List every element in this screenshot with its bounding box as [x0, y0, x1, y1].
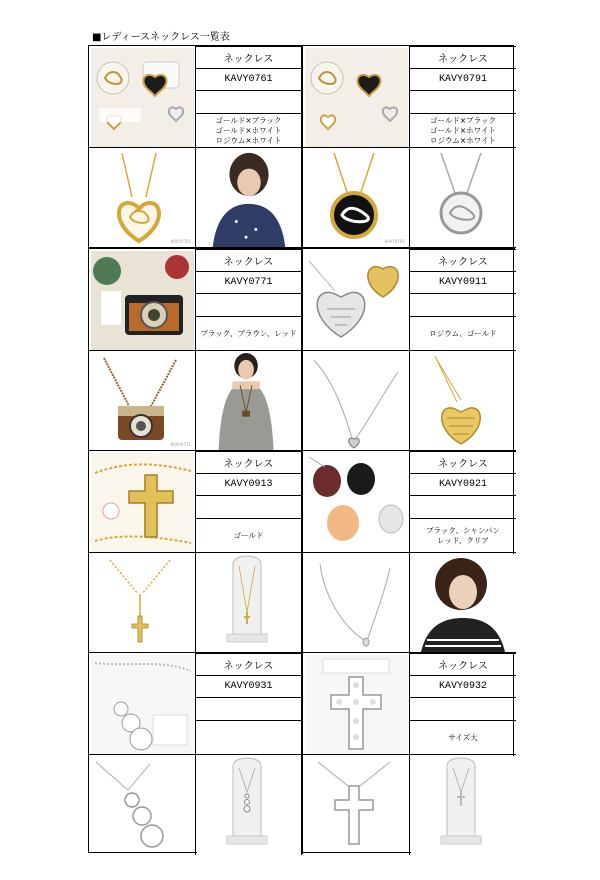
product-code: KAVY0913: [195, 473, 302, 496]
blank-cell: [409, 90, 516, 114]
product-detail-image: KAVY0761: [89, 147, 196, 248]
model-photo: [195, 147, 302, 248]
cross-rosary-necklace-icon: [91, 453, 194, 552]
product-block: [302, 46, 515, 248]
product-colors: ブラック、シャンパン レッド、クリア: [409, 518, 516, 553]
blank-cell: [409, 697, 516, 721]
product-block: [89, 450, 302, 652]
product-colors: ブラック、ブラウン、レッド: [195, 316, 302, 351]
product-code: KAVY0911: [409, 271, 516, 294]
product-code: KAVY0771: [195, 271, 302, 294]
product-code: KAVY0791: [409, 68, 516, 91]
product-block: [89, 652, 302, 854]
product-code: KAVY0931: [195, 675, 302, 698]
product-code: KAVY0921: [409, 473, 516, 496]
product-code: KAVY0761: [195, 68, 302, 91]
blank-cell: [195, 293, 302, 317]
product-colors: ゴールド×ブラック ゴールド×ホワイト ロジウム×ホワイト: [409, 113, 516, 148]
product-detail-image: [195, 552, 302, 653]
product-detail-image: [303, 754, 410, 855]
product-detail-image: [409, 754, 516, 855]
product-type: ネックレス: [195, 451, 302, 474]
blank-cell: [195, 90, 302, 114]
product-detail-image: [409, 350, 516, 451]
model-photo: [195, 350, 302, 451]
product-colors: ゴールド×ブラック ゴールド×ホワイト ロジウム×ホワイト: [195, 113, 302, 148]
infinity-round-necklace-icon: [305, 48, 408, 147]
infinity-heart-necklace-icon: [91, 48, 194, 147]
product-type: ネックレス: [409, 249, 516, 272]
blank-cell: [409, 495, 516, 519]
product-detail-image: [89, 754, 196, 855]
product-type: ネックレス: [409, 653, 516, 676]
product-block: [89, 46, 302, 248]
page-title: ■レディースネックレス一覧表: [92, 32, 230, 43]
model-photo: [409, 552, 516, 653]
product-type: ネックレス: [195, 653, 302, 676]
product-type: ネックレス: [195, 46, 302, 69]
product-type: ネックレス: [409, 451, 516, 474]
product-block: [302, 450, 515, 652]
product-type: ネックレス: [195, 249, 302, 272]
blank-cell: [195, 697, 302, 721]
product-type: ネックレス: [409, 46, 516, 69]
three-stone-drop-necklace-icon: [91, 655, 194, 754]
blank-cell: [409, 293, 516, 317]
product-colors: ロジウム、ゴールド: [409, 316, 516, 351]
product-block: [302, 248, 515, 450]
camera-necklace-icon: [91, 251, 194, 350]
product-colors: [195, 720, 302, 755]
product-detail-image: [303, 350, 410, 451]
product-detail-image: [89, 552, 196, 653]
product-detail-image: [303, 552, 410, 653]
product-colors: ゴールド: [195, 518, 302, 553]
crystal-cross-necklace-icon: [305, 655, 408, 754]
product-detail-image: KAVY0771: [89, 350, 196, 451]
product-table: [88, 45, 514, 853]
product-detail-image: [195, 754, 302, 855]
product-detail-image: [409, 147, 516, 248]
filigree-heart-necklace-icon: [305, 251, 408, 350]
blank-cell: [195, 495, 302, 519]
product-block: [89, 248, 302, 450]
drop-stone-necklace-icon: [305, 453, 408, 552]
product-colors: サイズ大: [409, 720, 516, 755]
product-detail-image: KAVY0791: [303, 147, 410, 248]
product-code: KAVY0932: [409, 675, 516, 698]
product-block: [302, 652, 515, 854]
